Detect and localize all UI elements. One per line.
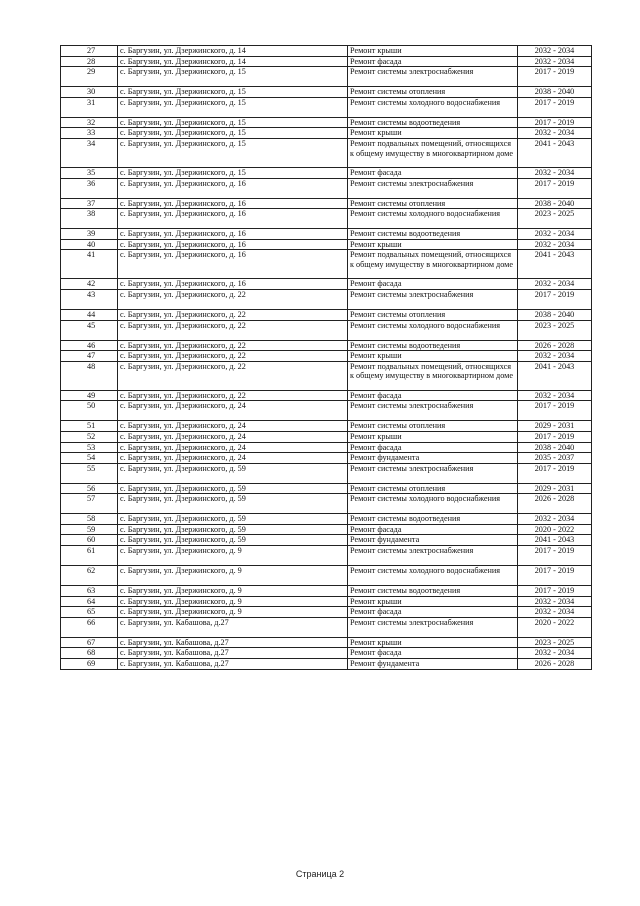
page-number: Страница 2: [295, 869, 345, 879]
table-row: [61, 659, 592, 670]
work-type-cell: Ремонт системы водоотведения: [348, 514, 518, 525]
period-cell: 2017 - 2019: [518, 566, 592, 586]
period-cell: 2029 - 2031: [518, 421, 592, 432]
address-cell: с. Баргузин, ул. Дзержинского, д. 16: [118, 198, 348, 209]
table-row: [61, 648, 592, 659]
address-cell: с. Баргузин, ул. Дзержинского, д. 59: [118, 535, 348, 546]
address-cell: с. Баргузин, ул. Дзержинского, д. 15: [118, 117, 348, 128]
row-number-cell: 58: [61, 514, 118, 525]
row-number-cell: 35: [61, 167, 118, 178]
work-type-cell: Ремонт системы электроснабжения: [348, 178, 518, 198]
work-type-cell: Ремонт системы электроснабжения: [348, 401, 518, 421]
address-cell: с. Баргузин, ул. Дзержинского, д. 15: [118, 97, 348, 117]
address-cell: с. Баргузин, ул. Дзержинского, д. 15: [118, 128, 348, 139]
table-row: [61, 390, 592, 401]
table-row: [61, 637, 592, 648]
row-number-cell: 60: [61, 535, 118, 546]
work-type-cell: Ремонт крыши: [348, 431, 518, 442]
table-row: [61, 56, 592, 67]
address-cell: с. Баргузин, ул. Дзержинского, д. 9: [118, 586, 348, 597]
address-cell: с. Баргузин, ул. Дзержинского, д. 16: [118, 209, 348, 229]
address-cell: с. Баргузин, ул. Дзержинского, д. 14: [118, 46, 348, 57]
table-row: [61, 421, 592, 432]
address-cell: с. Баргузин, ул. Дзержинского, д. 22: [118, 320, 348, 340]
address-cell: с. Баргузин, ул. Дзержинского, д. 15: [118, 87, 348, 98]
period-cell: 2026 - 2028: [518, 494, 592, 514]
address-cell: с. Баргузин, ул. Дзержинского, д. 9: [118, 546, 348, 566]
table-row: [61, 279, 592, 290]
work-type-cell: Ремонт крыши: [348, 637, 518, 648]
address-cell: с. Баргузин, ул. Дзержинского, д. 24: [118, 442, 348, 453]
work-type-cell: Ремонт системы отопления: [348, 421, 518, 432]
row-number-cell: 39: [61, 229, 118, 240]
period-cell: 2017 - 2019: [518, 97, 592, 117]
row-number-cell: 29: [61, 67, 118, 87]
address-cell: с. Баргузин, ул. Дзержинского, д. 22: [118, 351, 348, 362]
row-number-cell: 34: [61, 138, 118, 167]
period-cell: 2029 - 2031: [518, 483, 592, 494]
row-number-cell: 65: [61, 607, 118, 618]
table-row: [61, 566, 592, 586]
table-row: [61, 239, 592, 250]
work-type-cell: Ремонт системы электроснабжения: [348, 67, 518, 87]
table-row: [61, 586, 592, 597]
row-number-cell: 42: [61, 279, 118, 290]
row-number-cell: 66: [61, 617, 118, 637]
period-cell: 2041 - 2043: [518, 361, 592, 390]
table-row: [61, 320, 592, 340]
period-cell: 2032 - 2034: [518, 229, 592, 240]
table-row: [61, 524, 592, 535]
address-cell: с. Баргузин, ул. Дзержинского, д. 16: [118, 250, 348, 279]
work-type-cell: Ремонт системы водоотведения: [348, 340, 518, 351]
repair-schedule-table: [60, 45, 592, 670]
row-number-cell: 31: [61, 97, 118, 117]
table-row: [61, 514, 592, 525]
row-number-cell: 57: [61, 494, 118, 514]
row-number-cell: 64: [61, 596, 118, 607]
row-number-cell: 43: [61, 289, 118, 309]
period-cell: 2032 - 2034: [518, 56, 592, 67]
work-type-cell: Ремонт фасада: [348, 524, 518, 535]
work-type-cell: Ремонт подвальных помещений, относящихся к общему имуществу в многоквартирном доме: [348, 250, 518, 279]
work-type-cell: Ремонт системы водоотведения: [348, 229, 518, 240]
address-cell: с. Баргузин, ул. Дзержинского, д. 9: [118, 596, 348, 607]
table-row: [61, 453, 592, 464]
row-number-cell: 52: [61, 431, 118, 442]
work-type-cell: Ремонт системы водоотведения: [348, 586, 518, 597]
row-number-cell: 56: [61, 483, 118, 494]
period-cell: 2041 - 2043: [518, 250, 592, 279]
address-cell: с. Баргузин, ул. Дзержинского, д. 24: [118, 401, 348, 421]
table-row: [61, 431, 592, 442]
period-cell: 2032 - 2034: [518, 596, 592, 607]
period-cell: 2020 - 2022: [518, 524, 592, 535]
address-cell: с. Баргузин, ул. Дзержинского, д. 9: [118, 566, 348, 586]
period-cell: 2032 - 2034: [518, 648, 592, 659]
row-number-cell: 63: [61, 586, 118, 597]
address-cell: с. Баргузин, ул. Дзержинского, д. 24: [118, 421, 348, 432]
table-row: [61, 351, 592, 362]
address-cell: с. Баргузин, ул. Дзержинского, д. 14: [118, 56, 348, 67]
period-cell: 2017 - 2019: [518, 463, 592, 483]
table-row: [61, 463, 592, 483]
work-type-cell: Ремонт крыши: [348, 128, 518, 139]
address-cell: с. Баргузин, ул. Дзержинского, д. 22: [118, 309, 348, 320]
period-cell: 2032 - 2034: [518, 128, 592, 139]
period-cell: 2023 - 2025: [518, 637, 592, 648]
address-cell: с. Баргузин, ул. Дзержинского, д. 16: [118, 239, 348, 250]
address-cell: с. Баргузин, ул. Кабашова, д.27: [118, 648, 348, 659]
address-cell: с. Баргузин, ул. Дзержинского, д. 59: [118, 483, 348, 494]
work-type-cell: Ремонт подвальных помещений, относящихся к общему имуществу в многоквартирном доме: [348, 361, 518, 390]
address-cell: с. Баргузин, ул. Кабашова, д.27: [118, 637, 348, 648]
period-cell: 2041 - 2043: [518, 535, 592, 546]
table-row: [61, 596, 592, 607]
work-type-cell: Ремонт системы холодного водоснабжения: [348, 97, 518, 117]
period-cell: 2032 - 2034: [518, 167, 592, 178]
period-cell: 2023 - 2025: [518, 209, 592, 229]
work-type-cell: Ремонт фасада: [348, 648, 518, 659]
row-number-cell: 59: [61, 524, 118, 535]
table-row: [61, 442, 592, 453]
work-type-cell: Ремонт фундамента: [348, 453, 518, 464]
period-cell: 2026 - 2028: [518, 659, 592, 670]
row-number-cell: 67: [61, 637, 118, 648]
work-type-cell: Ремонт фасада: [348, 390, 518, 401]
address-cell: с. Баргузин, ул. Дзержинского, д. 59: [118, 524, 348, 535]
row-number-cell: 33: [61, 128, 118, 139]
row-number-cell: 46: [61, 340, 118, 351]
row-number-cell: 50: [61, 401, 118, 421]
period-cell: 2032 - 2034: [518, 607, 592, 618]
period-cell: 2017 - 2019: [518, 431, 592, 442]
row-number-cell: 68: [61, 648, 118, 659]
row-number-cell: 53: [61, 442, 118, 453]
address-cell: с. Баргузин, ул. Дзержинского, д. 9: [118, 607, 348, 618]
address-cell: с. Баргузин, ул. Дзержинского, д. 22: [118, 289, 348, 309]
table-row: [61, 361, 592, 390]
work-type-cell: Ремонт фасада: [348, 167, 518, 178]
work-type-cell: Ремонт системы водоотведения: [348, 117, 518, 128]
row-number-cell: 37: [61, 198, 118, 209]
table-row: [61, 178, 592, 198]
row-number-cell: 45: [61, 320, 118, 340]
period-cell: 2017 - 2019: [518, 401, 592, 421]
table-row: [61, 289, 592, 309]
address-cell: с. Баргузин, ул. Дзержинского, д. 16: [118, 229, 348, 240]
work-type-cell: Ремонт системы холодного водоснабжения: [348, 209, 518, 229]
work-type-cell: Ремонт системы электроснабжения: [348, 546, 518, 566]
row-number-cell: 27: [61, 46, 118, 57]
table-row: [61, 128, 592, 139]
row-number-cell: 54: [61, 453, 118, 464]
address-cell: с. Баргузин, ул. Дзержинского, д. 22: [118, 361, 348, 390]
period-cell: 2032 - 2034: [518, 279, 592, 290]
period-cell: 2017 - 2019: [518, 67, 592, 87]
period-cell: 2032 - 2034: [518, 514, 592, 525]
table-row: [61, 617, 592, 637]
row-number-cell: 40: [61, 239, 118, 250]
address-cell: с. Баргузин, ул. Дзержинского, д. 16: [118, 178, 348, 198]
table-row: [61, 494, 592, 514]
address-cell: с. Баргузин, ул. Дзержинского, д. 15: [118, 167, 348, 178]
address-cell: с. Баргузин, ул. Дзержинского, д. 22: [118, 390, 348, 401]
work-type-cell: Ремонт системы отопления: [348, 483, 518, 494]
work-type-cell: Ремонт системы отопления: [348, 87, 518, 98]
address-cell: с. Баргузин, ул. Дзержинского, д. 15: [118, 138, 348, 167]
table-row: [61, 483, 592, 494]
table-row: [61, 117, 592, 128]
period-cell: 2032 - 2034: [518, 239, 592, 250]
work-type-cell: Ремонт фундамента: [348, 535, 518, 546]
address-cell: с. Баргузин, ул. Дзержинского, д. 16: [118, 279, 348, 290]
period-cell: 2038 - 2040: [518, 309, 592, 320]
period-cell: 2017 - 2019: [518, 289, 592, 309]
row-number-cell: 51: [61, 421, 118, 432]
period-cell: 2020 - 2022: [518, 617, 592, 637]
period-cell: 2032 - 2034: [518, 351, 592, 362]
table-row: [61, 138, 592, 167]
work-type-cell: Ремонт крыши: [348, 46, 518, 57]
work-type-cell: Ремонт крыши: [348, 351, 518, 362]
table-row: [61, 198, 592, 209]
address-cell: с. Баргузин, ул. Кабашова, д.27: [118, 617, 348, 637]
row-number-cell: 32: [61, 117, 118, 128]
period-cell: 2032 - 2034: [518, 46, 592, 57]
row-number-cell: 69: [61, 659, 118, 670]
table-row: [61, 67, 592, 87]
table-row: [61, 97, 592, 117]
period-cell: 2035 - 2037: [518, 453, 592, 464]
work-type-cell: Ремонт фасада: [348, 279, 518, 290]
table-row: [61, 401, 592, 421]
table-row: [61, 229, 592, 240]
row-number-cell: 41: [61, 250, 118, 279]
row-number-cell: 30: [61, 87, 118, 98]
row-number-cell: 47: [61, 351, 118, 362]
period-cell: 2017 - 2019: [518, 546, 592, 566]
work-type-cell: Ремонт крыши: [348, 239, 518, 250]
period-cell: 2023 - 2025: [518, 320, 592, 340]
table-row: [61, 87, 592, 98]
work-type-cell: Ремонт фасада: [348, 442, 518, 453]
row-number-cell: 49: [61, 390, 118, 401]
work-type-cell: Ремонт системы отопления: [348, 309, 518, 320]
table-row: [61, 309, 592, 320]
address-cell: с. Баргузин, ул. Дзержинского, д. 24: [118, 453, 348, 464]
period-cell: 2017 - 2019: [518, 586, 592, 597]
table-row: [61, 607, 592, 618]
row-number-cell: 36: [61, 178, 118, 198]
address-cell: с. Баргузин, ул. Кабашова, д.27: [118, 659, 348, 670]
period-cell: 2038 - 2040: [518, 198, 592, 209]
address-cell: с. Баргузин, ул. Дзержинского, д. 22: [118, 340, 348, 351]
work-type-cell: Ремонт системы электроснабжения: [348, 617, 518, 637]
period-cell: 2032 - 2034: [518, 390, 592, 401]
work-type-cell: Ремонт системы холодного водоснабжения: [348, 566, 518, 586]
table-row: [61, 340, 592, 351]
work-type-cell: Ремонт фасада: [348, 607, 518, 618]
table-row: [61, 46, 592, 57]
work-type-cell: Ремонт системы электроснабжения: [348, 289, 518, 309]
period-cell: 2017 - 2019: [518, 178, 592, 198]
row-number-cell: 55: [61, 463, 118, 483]
table-row: [61, 209, 592, 229]
work-type-cell: Ремонт подвальных помещений, относящихся к общему имуществу в многоквартирном доме: [348, 138, 518, 167]
period-cell: 2038 - 2040: [518, 442, 592, 453]
work-type-cell: Ремонт системы отопления: [348, 198, 518, 209]
row-number-cell: 38: [61, 209, 118, 229]
row-number-cell: 28: [61, 56, 118, 67]
work-type-cell: Ремонт фасада: [348, 56, 518, 67]
address-cell: с. Баргузин, ул. Дзержинского, д. 59: [118, 494, 348, 514]
period-cell: 2038 - 2040: [518, 87, 592, 98]
period-cell: 2026 - 2028: [518, 340, 592, 351]
row-number-cell: 48: [61, 361, 118, 390]
row-number-cell: 44: [61, 309, 118, 320]
period-cell: 2017 - 2019: [518, 117, 592, 128]
table-row: [61, 535, 592, 546]
period-cell: 2041 - 2043: [518, 138, 592, 167]
work-type-cell: Ремонт системы холодного водоснабжения: [348, 320, 518, 340]
row-number-cell: 61: [61, 546, 118, 566]
table-row: [61, 167, 592, 178]
work-type-cell: Ремонт фундамента: [348, 659, 518, 670]
table-row: [61, 250, 592, 279]
address-cell: с. Баргузин, ул. Дзержинского, д. 24: [118, 431, 348, 442]
row-number-cell: 62: [61, 566, 118, 586]
work-type-cell: Ремонт крыши: [348, 596, 518, 607]
work-type-cell: Ремонт системы холодного водоснабжения: [348, 494, 518, 514]
address-cell: с. Баргузин, ул. Дзержинского, д. 59: [118, 514, 348, 525]
work-type-cell: Ремонт системы электроснабжения: [348, 463, 518, 483]
address-cell: с. Баргузин, ул. Дзержинского, д. 59: [118, 463, 348, 483]
table-row: [61, 546, 592, 566]
address-cell: с. Баргузин, ул. Дзержинского, д. 15: [118, 67, 348, 87]
